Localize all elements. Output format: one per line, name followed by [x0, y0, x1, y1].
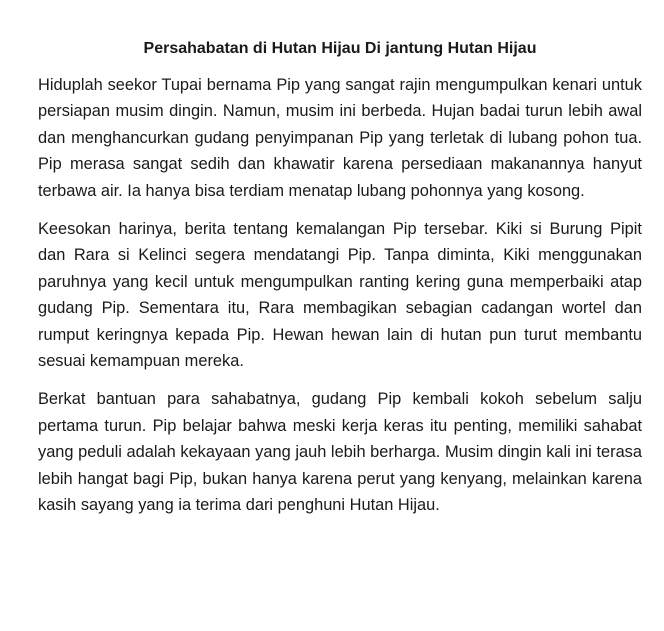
document-page: [38, 36, 642, 531]
paragraph-3: Berkat bantuan para sahabatnya, gudang Pip kembali kokoh sebelum salju pertama turun. Pip belajar bahwa meski kerja keras itu penting, memiliki sahabat yang peduli adalah kekayaan yang jauh lebih berharga. Musim dingin kali ini terasa lebih hangat bagi Pip, bukan hanya karena perut yang kenyang, melainkan karena kasih sayang yang ia terima dari penghuni Hutan Hijau.: [38, 390, 642, 515]
document-title: Persahabatan di Hutan Hijau Di jantung Hutan Hijau: [143, 40, 537, 57]
paragraph-1: Hiduplah seekor Tupai bernama Pip yang sangat rajin mengumpulkan kenari untuk persiapan musim dingin. Namun, musim ini berbeda. Hujan badai turun lebih awal dan menghancurkan gudang penyimpanan Pip yang terletak di lubang pohon tua. Pip merasa sangat sedih dan khawatir karena persediaan makanannya hanyut terbawa air. Ia hanya bisa terdiam menatap lubang pohonnya yang kosong.: [38, 76, 642, 200]
paragraph-2: Keesokan harinya, berita tentang kemalangan Pip tersebar. Kiki si Burung Pipit dan Rara si Kelinci segera mendatangi Pip. Tanpa diminta, Kiki menggunakan paruhnya yang kecil untuk mengumpulkan ranting kering guna memperbaiki atap gudang Pip. Sementara itu, Rara membagikan sebagian cadangan wortel dan rumput keringnya kepada Pip. Hewan hewan lain di hutan pun turut membantu sesuai kemampuan mereka.: [38, 220, 642, 371]
